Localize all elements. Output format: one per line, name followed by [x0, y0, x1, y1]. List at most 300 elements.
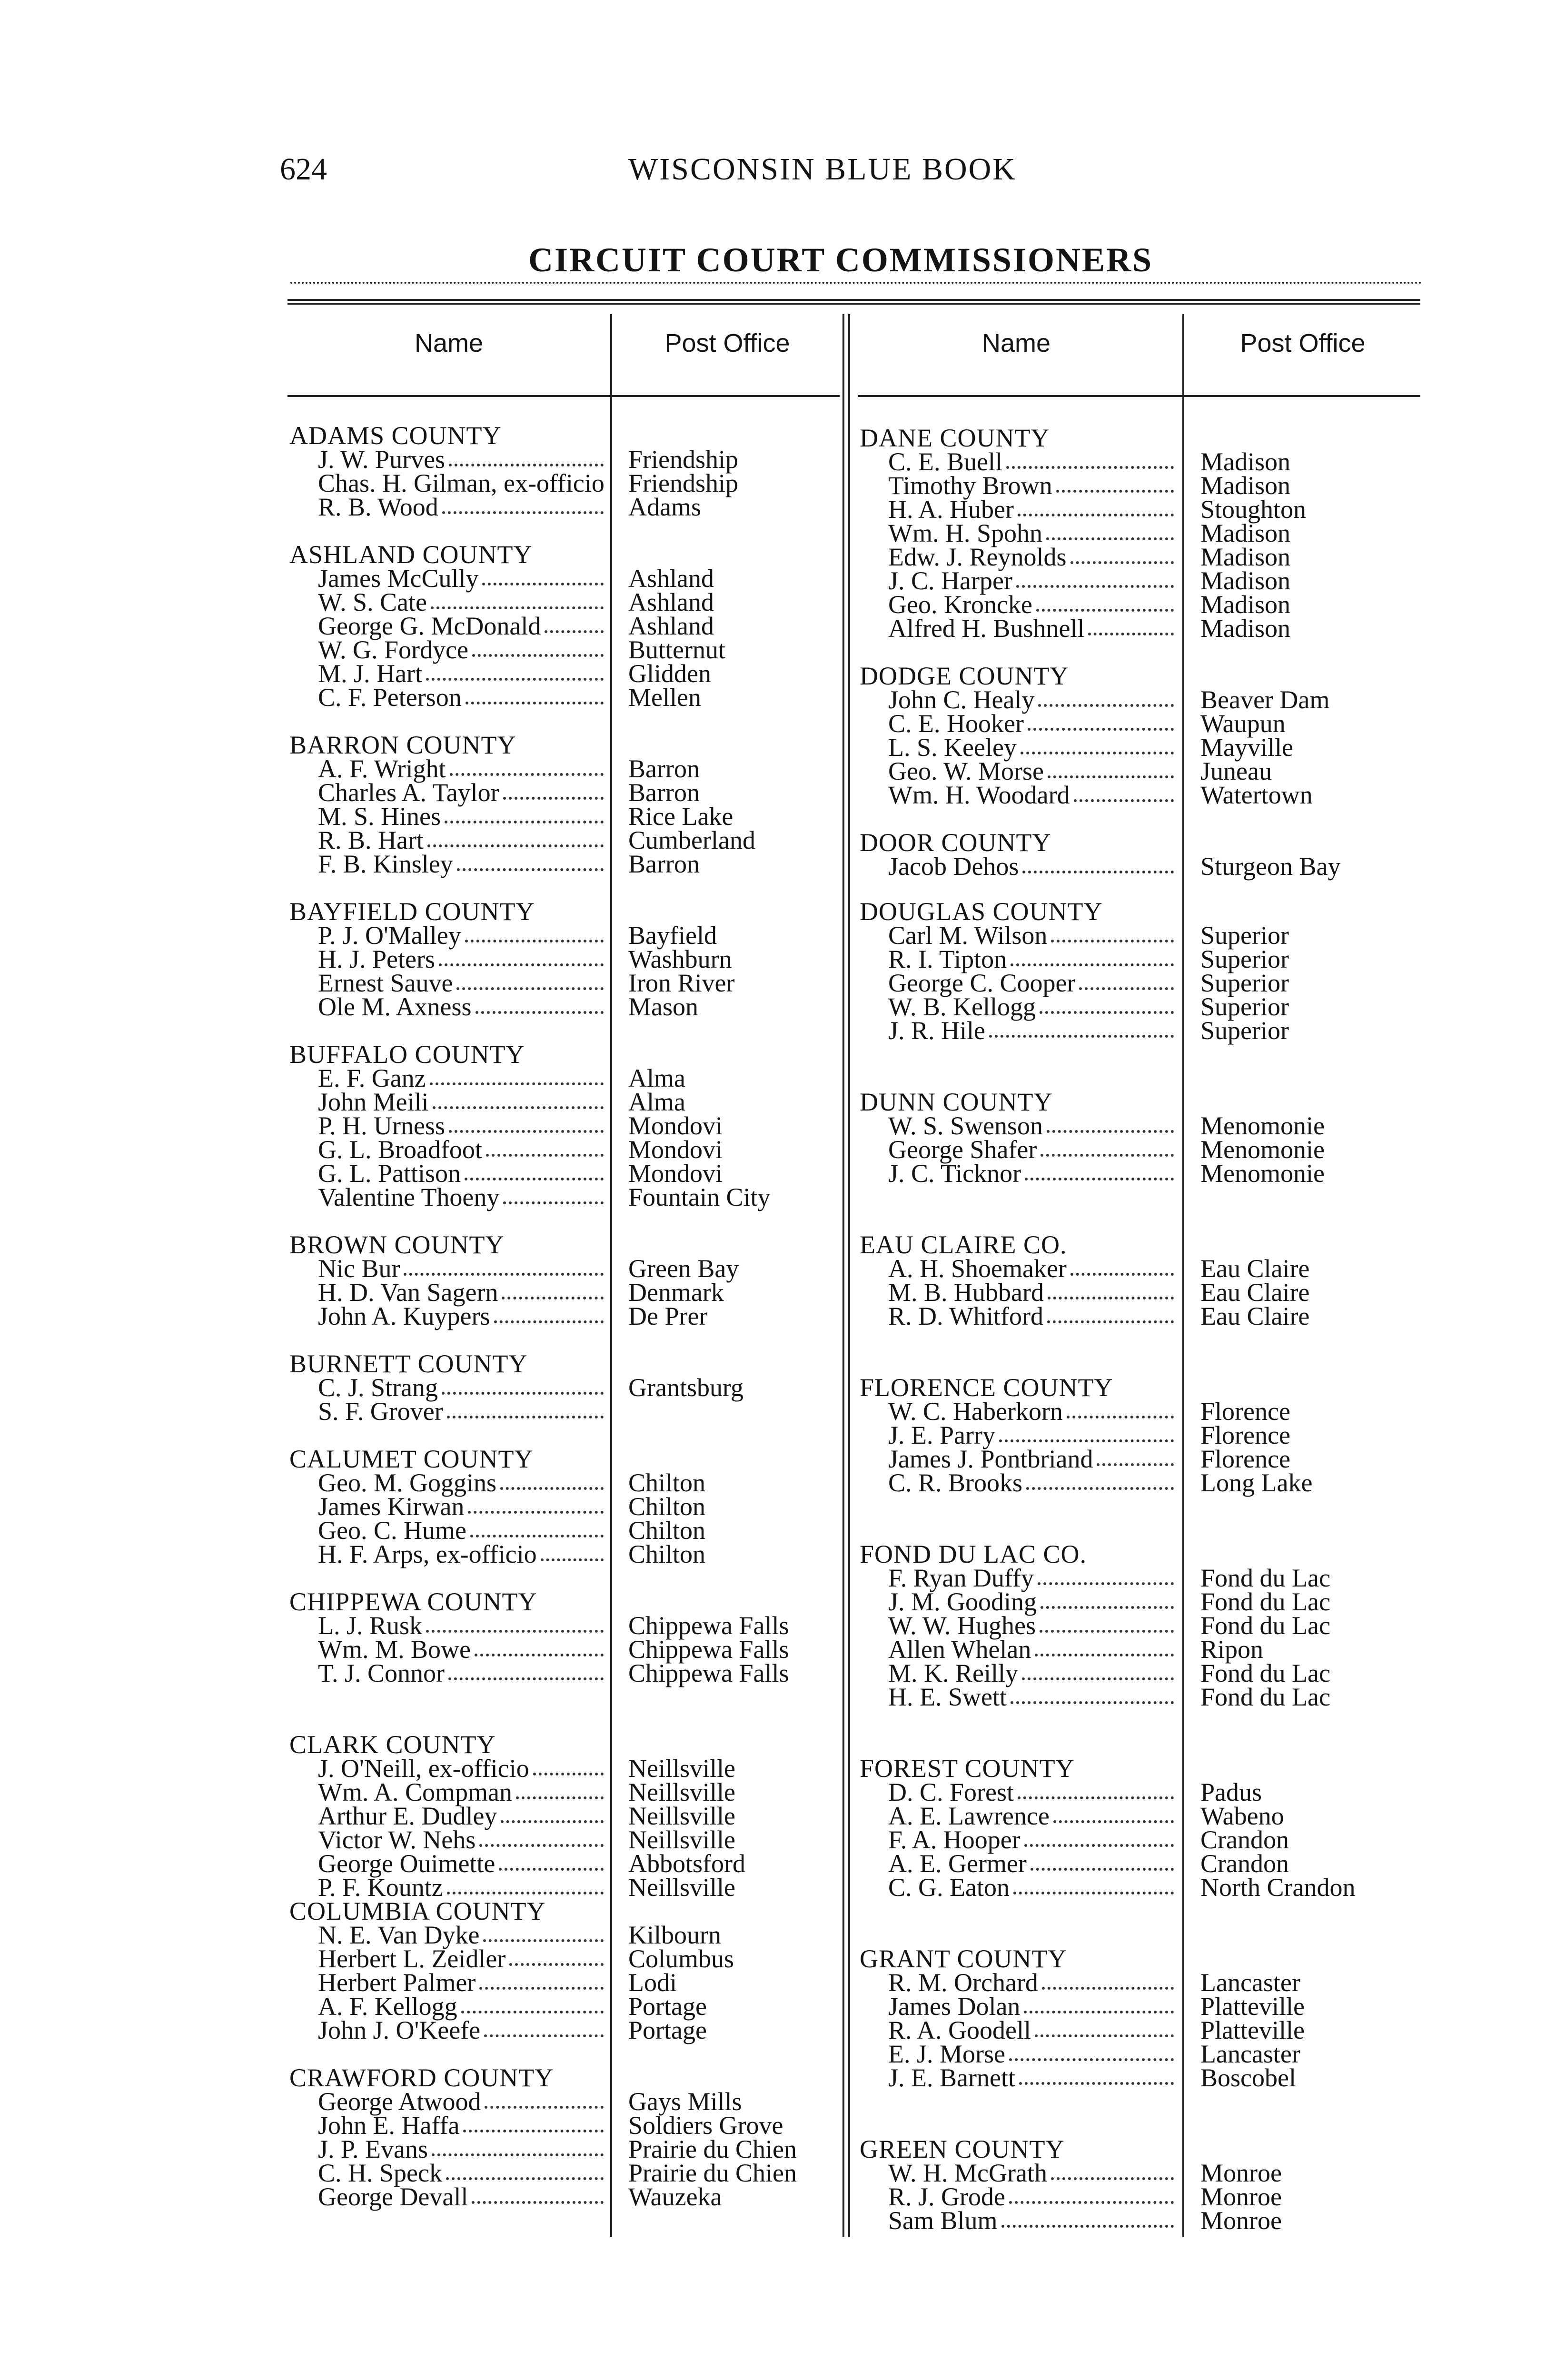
commissioner-name: John E. Haffa: [318, 2111, 460, 2140]
commissioner-row: [289, 1635, 847, 1664]
commissioner-row: [860, 1992, 1419, 2021]
commissioner-name: A. H. Shoemaker: [888, 1254, 1067, 1283]
commissioner-name: George Devall: [318, 2182, 468, 2211]
post-office: Fountain City: [628, 1183, 771, 1211]
post-office: Gays Mills: [628, 2087, 742, 2116]
commissioner-row: [860, 733, 1419, 762]
post-office: Florence: [1200, 1445, 1290, 1473]
leader-dots: [1011, 1701, 1174, 1704]
post-office: Neillsville: [628, 1873, 735, 1902]
commissioner-name: P. F. Kountz: [318, 1873, 443, 1902]
right-post-office-header: Post Office: [1240, 329, 1366, 357]
commissioner-row: [289, 614, 847, 638]
commissioner-row: [860, 1159, 1419, 1188]
commissioner-name: Alfred H. Bushnell: [888, 614, 1085, 643]
commissioner-name: R. B. Hart: [318, 826, 424, 854]
commissioner-name: Wm. H. Woodard: [888, 781, 1070, 809]
post-office: Madison: [1200, 590, 1290, 619]
title-underline: [290, 282, 1422, 284]
commissioner-row: [860, 971, 1419, 995]
commissioner-name: John J. O'Keefe: [318, 2016, 481, 2044]
commissioner-row: [289, 1944, 847, 1973]
post-office: Lancaster: [1200, 1968, 1300, 1997]
leader-dots: [1038, 704, 1174, 707]
leader-dots: [482, 583, 604, 585]
commissioner-name: J. C. Ticknor: [888, 1159, 1021, 1188]
page-number: 624: [280, 152, 327, 187]
commissioner-row: [860, 1635, 1419, 1664]
commissioner-name: Jacob Dehos: [888, 852, 1019, 881]
book-title: WISCONSIN BLUE BOOK: [628, 152, 1017, 187]
post-office: Platteville: [1200, 1992, 1305, 2021]
commissioner-name: R. B. Wood: [318, 493, 438, 521]
commissioner-name: Chas. H. Gilman, ex-officio: [318, 469, 605, 497]
county-group: [860, 1542, 1419, 1709]
commissioner-row: [289, 1135, 847, 1164]
post-office: Barron: [628, 850, 700, 878]
post-office: Madison: [1200, 471, 1290, 500]
post-office: Florence: [1200, 1421, 1290, 1449]
commissioner-row: [289, 1492, 847, 1521]
commissioner-name: C. R. Brooks: [888, 1468, 1023, 1497]
commissioner-name: R. J. Grode: [888, 2182, 1005, 2211]
post-office: Neillsville: [628, 1778, 735, 1806]
post-office: Barron: [628, 778, 700, 807]
county-heading: DUNN COUNTY: [860, 1088, 1053, 1116]
commissioner-name: L. J. Rusk: [318, 1611, 423, 1640]
county-heading: CLARK COUNTY: [289, 1730, 496, 1759]
leader-dots: [1035, 1654, 1174, 1656]
post-office: Menomonie: [1200, 1135, 1325, 1164]
county-heading: CRAWFORD COUNTY: [289, 2063, 554, 2092]
post-office: Ashland: [628, 588, 714, 616]
commissioner-row: [289, 852, 847, 876]
post-office: Juneau: [1200, 757, 1272, 785]
post-office: Wauzeka: [628, 2182, 722, 2211]
commissioner-row: [860, 947, 1419, 971]
commissioner-name: J. M. Gooding: [888, 1587, 1037, 1616]
leader-dots: [1040, 1630, 1174, 1633]
leader-dots: [445, 821, 604, 823]
leader-dots: [516, 1796, 604, 1799]
post-office: Mondovi: [628, 1111, 723, 1140]
commissioner-name: Geo. Kroncke: [888, 590, 1032, 619]
commissioner-row: [289, 1611, 847, 1640]
leader-dots: [1040, 1011, 1174, 1014]
commissioner-row: [289, 445, 847, 474]
county-group: [289, 540, 847, 712]
commissioner-row: [860, 1278, 1419, 1307]
leader-dots: [448, 1677, 604, 1680]
leader-dots: [494, 1320, 604, 1323]
commissioner-row: [289, 1516, 847, 1545]
section-title: CIRCUIT COURT COMMISSIONERS: [528, 241, 1153, 279]
post-office: Chilton: [628, 1516, 706, 1545]
post-office: Waupun: [1200, 709, 1286, 738]
county-heading: EAU CLAIRE CO.: [860, 1230, 1067, 1259]
commissioner-row: [860, 852, 1419, 881]
commissioner-row: [289, 2182, 847, 2211]
post-office: Neillsville: [628, 1825, 735, 1854]
post-office: Chilton: [628, 1492, 706, 1521]
leader-dots: [432, 2153, 604, 2156]
post-office: De Prer: [628, 1302, 708, 1330]
county-group: [289, 1587, 847, 1687]
commissioner-row: [289, 1825, 847, 1854]
center-divider-b: [848, 314, 850, 2237]
commissioner-row: [289, 1159, 847, 1188]
county-group: [860, 897, 1419, 1045]
post-office: Ashland: [628, 564, 714, 593]
commissioner-row: [860, 2063, 1419, 2092]
leader-dots: [1025, 1178, 1174, 1180]
left-name-header: Name: [414, 329, 484, 357]
commissioner-name: J. P. Evans: [318, 2135, 428, 2163]
commissioner-name: C. E. Hooker: [888, 709, 1024, 738]
commissioner-row: [860, 1611, 1419, 1640]
leader-dots: [1016, 585, 1174, 588]
commissioner-row: [289, 992, 847, 1021]
post-office: Chippewa Falls: [628, 1635, 789, 1664]
county-heading: CHIPPEWA COUNTY: [289, 1587, 537, 1616]
commissioner-row: [289, 2087, 847, 2116]
commissioner-row: [860, 1016, 1419, 1045]
commissioner-name: W. C. Haberkorn: [888, 1397, 1063, 1426]
leader-dots: [1088, 633, 1174, 635]
county-group: [289, 2063, 847, 2211]
commissioner-row: [860, 1423, 1419, 1447]
commissioner-row: [289, 1304, 847, 1328]
post-office: Alma: [628, 1064, 685, 1092]
leader-dots: [404, 1273, 604, 1276]
commissioner-name: Geo. C. Hume: [318, 1516, 466, 1545]
commissioner-name: C. E. Buell: [888, 447, 1002, 476]
leader-dots: [485, 2106, 604, 2109]
leader-dots: [465, 1178, 604, 1180]
post-office: Bayfield: [628, 921, 717, 950]
commissioner-name: M. J. Hart: [318, 659, 422, 688]
commissioner-name: P. J. O'Malley: [318, 921, 461, 950]
commissioner-name: H. E. Swett: [888, 1683, 1007, 1711]
county-group: [860, 828, 1419, 881]
commissioner-row: [860, 2161, 1419, 2185]
leader-dots: [500, 1487, 604, 1490]
post-office: Denmark: [628, 1278, 724, 1307]
post-office: Eau Claire: [1200, 1254, 1310, 1283]
commissioner-name: James Kirwan: [318, 1492, 465, 1521]
leader-dots: [479, 1987, 604, 1990]
commissioner-row: [860, 1825, 1419, 1854]
leader-dots: [1021, 752, 1174, 754]
commissioner-row: [289, 2137, 847, 2161]
commissioner-row: [289, 2018, 847, 2042]
post-office: Green Bay: [628, 1254, 739, 1283]
commissioner-name: Charles A. Taylor: [318, 778, 499, 807]
leader-dots: [1051, 940, 1174, 942]
commissioner-row: [289, 1849, 847, 1878]
leader-dots: [484, 2034, 604, 2037]
post-office: Fond du Lac: [1200, 1659, 1330, 1687]
commissioner-name: Wm. H. Spohn: [888, 519, 1042, 547]
commissioner-name: Timothy Brown: [888, 471, 1052, 500]
post-office: Cumberland: [628, 826, 755, 854]
leader-dots: [1048, 1297, 1174, 1299]
commissioner-row: [289, 778, 847, 807]
leader-dots: [456, 987, 604, 990]
commissioner-name: C. F. Peterson: [318, 683, 462, 712]
commissioner-name: A. E. Lawrence: [888, 1802, 1050, 1830]
leader-dots: [457, 868, 604, 871]
county-group: [860, 1088, 1419, 1188]
county-heading: BAYFIELD COUNTY: [289, 897, 535, 926]
leader-dots: [449, 464, 604, 466]
leader-dots: [470, 1535, 604, 1537]
commissioner-row: [289, 1111, 847, 1140]
county-heading: FOREST COUNTY: [860, 1754, 1075, 1783]
commissioner-name: R. M. Orchard: [888, 1968, 1038, 1997]
leader-dots: [502, 1297, 604, 1299]
commissioner-row: [289, 947, 847, 971]
post-office: Crandon: [1200, 1825, 1289, 1854]
post-office: Stoughton: [1200, 495, 1307, 524]
commissioner-row: [860, 545, 1419, 569]
commissioner-name: R. A. Goodell: [888, 2016, 1031, 2044]
commissioner-name: A. F. Wright: [318, 754, 446, 783]
post-office: Monroe: [1200, 2206, 1282, 2235]
commissioner-name: P. H. Urness: [318, 1111, 446, 1140]
commissioner-row: [289, 1992, 847, 2021]
commissioner-name: Ole M. Axness: [318, 992, 472, 1021]
leader-dots: [442, 511, 604, 514]
leader-dots: [989, 1035, 1174, 1038]
post-office: Beaver Dam: [1200, 685, 1330, 714]
leader-dots: [1070, 561, 1174, 564]
commissioner-name: H. F. Arps, ex-officio: [318, 1540, 537, 1568]
post-office: Mason: [628, 992, 698, 1021]
county-group: [860, 1754, 1419, 1902]
leader-dots: [1006, 466, 1174, 469]
post-office: Rice Lake: [628, 802, 733, 831]
post-office: Abbotsford: [628, 1849, 745, 1878]
commissioner-row: [289, 1968, 847, 1997]
commissioner-row: [289, 802, 847, 831]
commissioner-name: A. F. Kellogg: [318, 1992, 457, 2021]
commissioner-name: C. H. Speck: [318, 2159, 442, 2187]
county-group: [289, 421, 847, 521]
commissioner-row: [860, 1254, 1419, 1283]
leader-dots: [1046, 537, 1174, 540]
county-heading: DOOR COUNTY: [860, 828, 1051, 857]
post-office: North Crandon: [1200, 1873, 1356, 1902]
commissioner-row: [860, 709, 1419, 738]
commissioner-row: [289, 1873, 847, 1902]
leader-dots: [503, 797, 604, 800]
leader-dots: [545, 630, 604, 633]
commissioner-name: John A. Kuypers: [318, 1302, 490, 1330]
commissioner-name: George Ouimette: [318, 1849, 496, 1878]
leader-dots: [450, 773, 604, 776]
post-office: Grantsburg: [628, 1373, 743, 1402]
commissioner-row: [860, 2182, 1419, 2211]
county-group: [289, 1042, 847, 1209]
commissioner-name: R. D. Whitford: [888, 1302, 1043, 1330]
commissioner-row: [860, 1587, 1419, 1616]
leader-dots: [1035, 2034, 1174, 2037]
post-office: Madison: [1200, 566, 1290, 595]
county-group: [289, 1730, 847, 1902]
post-office: Sturgeon Bay: [1200, 852, 1341, 881]
commissioner-name: E. F. Ganz: [318, 1064, 426, 1092]
commissioner-name: M. K. Reilly: [888, 1659, 1019, 1687]
commissioner-name: Valentine Thoeny: [318, 1183, 500, 1211]
table-top-rule: [287, 299, 1420, 301]
commissioner-name: C. J. Strang: [318, 1373, 438, 1402]
commissioner-name: T. J. Connor: [318, 1659, 445, 1687]
post-office: Florence: [1200, 1397, 1290, 1426]
commissioner-name: S. F. Grover: [318, 1397, 443, 1426]
county-group: [860, 2135, 1419, 2235]
commissioner-row: [289, 1397, 847, 1426]
commissioner-name: James Dolan: [888, 1992, 1021, 2021]
county-group: [860, 1373, 1419, 1497]
leader-dots: [427, 844, 604, 847]
leader-dots: [1079, 987, 1174, 990]
post-office: Neillsville: [628, 1802, 735, 1830]
county-heading: FLORENCE COUNTY: [860, 1373, 1113, 1402]
commissioner-row: [860, 921, 1419, 950]
leader-dots: [472, 2201, 604, 2204]
county-heading: DOUGLAS COUNTY: [860, 897, 1103, 926]
commissioner-row: [860, 1135, 1419, 1164]
commissioner-row: [289, 659, 847, 688]
commissioner-row: [289, 564, 847, 593]
commissioner-row: [289, 1754, 847, 1783]
commissioner-row: [289, 683, 847, 712]
leader-dots: [1024, 2011, 1174, 2013]
commissioner-row: [289, 471, 847, 495]
leader-dots: [430, 1082, 604, 1085]
county-heading: BROWN COUNTY: [289, 1230, 505, 1259]
commissioner-row: [289, 1661, 847, 1685]
post-office: Kilbourn: [628, 1921, 721, 1949]
commissioner-row: [860, 1304, 1419, 1328]
leader-dots: [1013, 1892, 1174, 1894]
leader-dots: [1036, 609, 1174, 612]
commissioner-name: Edw. J. Reynolds: [888, 543, 1067, 571]
post-office: Superior: [1200, 969, 1289, 997]
commissioner-row: [289, 1090, 847, 1114]
commissioner-name: D. C. Forest: [888, 1778, 1014, 1806]
post-office: Madison: [1200, 447, 1290, 476]
commissioner-name: James J. Pontbriand: [888, 1445, 1093, 1473]
commissioner-name: M. S. Hines: [318, 802, 441, 831]
post-office: Friendship: [628, 445, 739, 474]
county-group: [289, 1899, 847, 2042]
post-office: Long Lake: [1200, 1468, 1313, 1497]
post-office: Butternut: [628, 635, 725, 664]
leader-dots: [1053, 1820, 1174, 1823]
county-group: [289, 1447, 847, 1566]
commissioner-row: [289, 495, 847, 519]
post-office: Superior: [1200, 1016, 1289, 1045]
leader-dots: [479, 1844, 604, 1847]
commissioner-row: [860, 471, 1419, 500]
commissioner-row: [289, 1254, 847, 1283]
post-office: Mondovi: [628, 1159, 723, 1188]
commissioner-name: W. S. Cate: [318, 588, 427, 616]
county-group: [289, 1349, 847, 1426]
county-group: [289, 733, 847, 876]
leader-dots: [466, 702, 604, 704]
leader-dots: [1011, 963, 1174, 966]
leader-dots: [509, 1963, 604, 1966]
leader-dots: [433, 1106, 604, 1109]
commissioner-name: J. R. Hile: [888, 1016, 986, 1045]
commissioner-name: J. O'Neill, ex-officio: [318, 1754, 529, 1783]
commissioner-name: H. J. Peters: [318, 945, 435, 973]
leader-dots: [1047, 1130, 1174, 1133]
commissioner-name: J. E. Parry: [888, 1421, 995, 1449]
post-office: Mayville: [1200, 733, 1293, 762]
commissioner-name: Wm. A. Compman: [318, 1778, 512, 1806]
leader-dots: [431, 606, 604, 609]
leader-dots: [442, 1392, 604, 1395]
post-office: Menomonie: [1200, 1159, 1325, 1188]
commissioner-name: Geo. M. Goggins: [318, 1468, 496, 1497]
post-office: Superior: [1200, 992, 1289, 1021]
leader-dots: [533, 1773, 604, 1775]
leader-dots: [447, 1416, 604, 1418]
leader-dots: [1001, 2225, 1174, 2228]
post-office: Adams: [628, 493, 701, 521]
commissioner-row: [860, 783, 1419, 807]
post-office: Menomonie: [1200, 1111, 1325, 1140]
leader-dots: [426, 1630, 604, 1633]
county-group: [860, 424, 1419, 643]
leader-dots: [463, 2130, 604, 2132]
leader-dots: [483, 1939, 604, 1942]
commissioner-name: George C. Cooper: [888, 969, 1076, 997]
post-office: Chilton: [628, 1540, 706, 1568]
commissioner-row: [289, 1278, 847, 1307]
commissioner-name: Herbert Palmer: [318, 1968, 476, 1997]
leader-dots: [541, 1558, 604, 1561]
commissioner-name: F. B. Kinsley: [318, 850, 453, 878]
commissioner-row: [860, 590, 1419, 619]
commissioner-name: G. L. Broadfoot: [318, 1135, 482, 1164]
post-office: Eau Claire: [1200, 1302, 1310, 1330]
county-group: [289, 1230, 847, 1330]
post-office: Washburn: [628, 945, 732, 973]
leader-dots: [503, 1201, 604, 1204]
table-top-rule-inner: [287, 303, 1420, 305]
county-heading: DODGE COUNTY: [860, 662, 1069, 690]
leader-dots: [1024, 1844, 1174, 1847]
county-heading: CALUMET COUNTY: [289, 1445, 534, 1473]
post-office: Boscobel: [1200, 2063, 1296, 2092]
leader-dots: [449, 1130, 604, 1133]
commissioner-name: R. I. Tipton: [888, 945, 1007, 973]
post-office: Portage: [628, 1992, 707, 2021]
leader-dots: [1018, 514, 1174, 516]
commissioner-name: Victor W. Nehs: [318, 1825, 476, 1854]
post-office: Friendship: [628, 469, 739, 497]
commissioner-row: [860, 2042, 1419, 2066]
post-office: Platteville: [1200, 2016, 1305, 2044]
post-office: Padus: [1200, 1778, 1262, 1806]
commissioner-name: Allen Whelan: [888, 1635, 1031, 1664]
leader-dots: [1009, 2201, 1174, 2204]
